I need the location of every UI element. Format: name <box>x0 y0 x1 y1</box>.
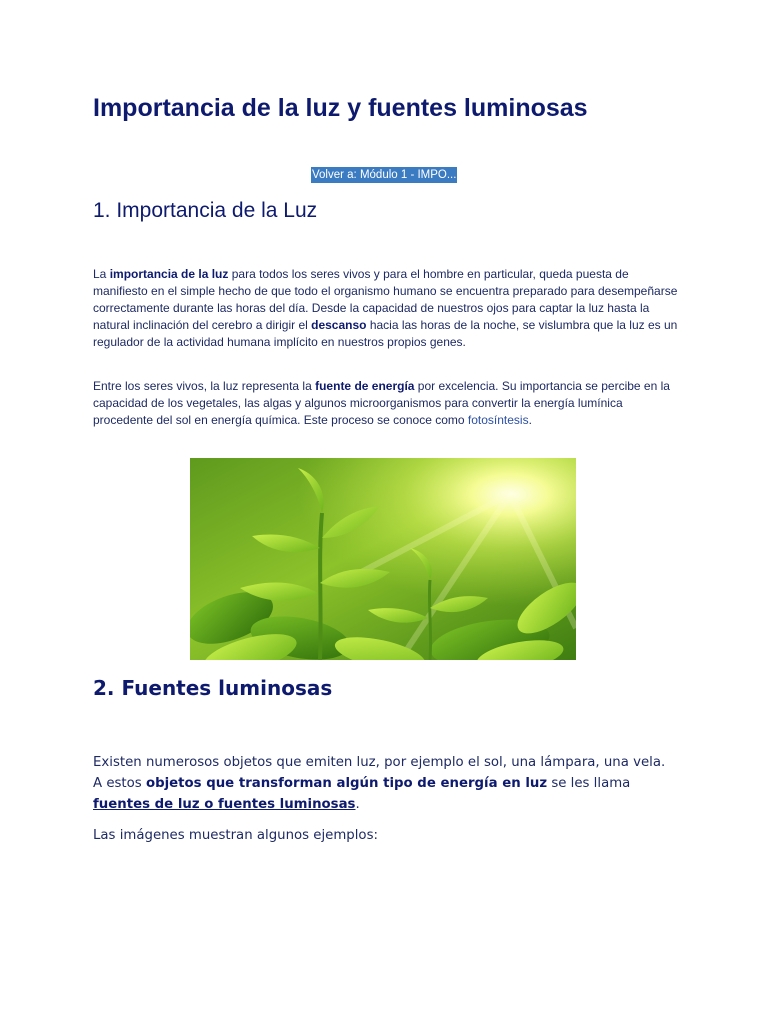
text-run: . <box>355 797 360 812</box>
tea-leaves-sunlight-photo <box>190 458 576 660</box>
text-run: Existen numerosos objetos que emiten luz, por ejemplo el sol, una lámpara, una vela. A estos <box>93 755 666 791</box>
text-run: hacia las horas de la noche, se vislumbra que la luz es un regulador de la actividad humana implícito en nuestros propios genes. <box>93 318 678 349</box>
bold-term: descanso <box>311 318 367 332</box>
section-1-paragraph-1 <box>93 266 678 351</box>
page-title: Importancia de la luz y fuentes luminosas <box>93 94 588 122</box>
text-run: . <box>528 413 532 427</box>
section-1-heading: 1. Importancia de la Luz <box>93 199 318 222</box>
section-2-paragraph-2: Las imágenes muestran algunos ejemplos: <box>93 828 378 843</box>
text-run: se les llama <box>547 776 631 791</box>
section-1-paragraph-2 <box>93 378 678 429</box>
bold-term: fuente de energía <box>315 379 415 393</box>
text-run: para todos los seres vivos y para el hombre en particular, queda puesta de manifiesto en el simple hecho de que todo el organismo humano se encuentra preparado para desempeñarse correctamente durante las horas del día. Desde la capacidad de nuestros ojos para captar la luz hasta la natural inclinación del cerebro a dirigir el <box>93 267 678 332</box>
text-run: Entre los seres vivos, la luz representa la <box>93 379 316 393</box>
section-2-paragraph-1 <box>93 752 678 815</box>
text-run: por excelencia. Su importancia se percibe en la capacidad de los vegetales, las algas y algunos microorganismos para convertir la energía lumínica procedente del sol en energía química. Este proceso se conoce como <box>93 379 670 427</box>
text-run: La <box>93 267 110 281</box>
back-to-module-link[interactable]: Volver a: Módulo 1 - IMPO... <box>312 169 457 181</box>
bold-term: objetos que transforman algún tipo de energía en luz <box>145 776 548 791</box>
section-2-heading: 2. Fuentes luminosas <box>93 676 333 700</box>
fuentes-luminosas-link[interactable]: fuentes de luz o fuentes luminosas <box>93 797 356 812</box>
fotosintesis-link[interactable]: fotosíntesis <box>467 413 529 427</box>
bold-term: importancia de la luz <box>109 267 229 281</box>
